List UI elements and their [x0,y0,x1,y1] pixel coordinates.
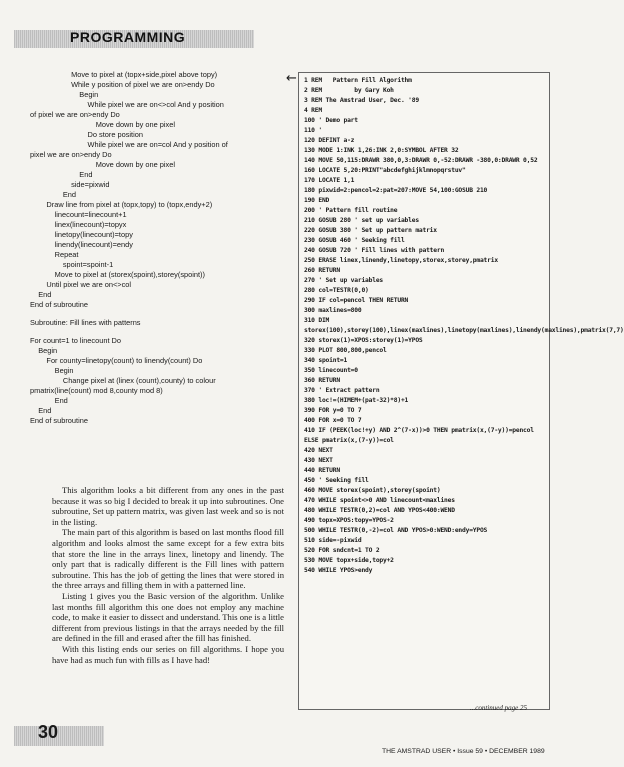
pseudocode-line: linendy(linecount)=endy [30,240,133,249]
pseudocode-line: linecount=linecount+1 [30,210,127,219]
listing-line: 230 GOSUB 460 ' Seeking fill [304,237,405,244]
pseudocode-line: linetopy(linecount)=topy [30,230,133,239]
listing-line: 510 side=-pixwid [304,537,362,544]
listing-line: 270 ' Set up variables [304,277,384,284]
listing-line: 110 ' [304,127,322,134]
listing-line: 390 FOR y=0 TO 7 [304,407,362,414]
listing-line: 490 topx=XPOS:topy=YPOS-2 [304,517,394,524]
pseudocode-line: Until pixel we are on<>col [30,280,132,289]
listing-line: 2 REM by Gary Koh [304,87,394,94]
listing-line: 4 REM [304,107,322,114]
article-paragraph: Listing 1 gives you the Basic version of the algorithm. Unlike last months fill algorithm this one does not employ any machine code, to make it easier to dissect and understand. This one is a little different from previous listings in that the arrays needed by the fill are defined in the fill and erased after the fill has finished. [52,590,284,644]
listing-line: 330 PLOT 800,800,pencol [304,347,387,354]
subroutine-title: Subroutine: Fill lines with patterns [30,318,141,327]
pseudocode-line: pmatrix(line(count) mod 8,county mod 8) [30,386,163,395]
pseudocode-line: Move down by one pixel [30,120,175,129]
pseudocode-line: side=pixwid [30,180,110,189]
listing-line: 190 END [304,197,330,204]
pseudocode-block [30,70,285,310]
listing-line: 340 spoint=1 [304,357,348,364]
pseudocode-line: Repeat [30,250,79,259]
pointing-arrow-icon: ← [286,71,297,86]
listing-line: 400 FOR x=0 TO 7 [304,417,362,424]
listing-line: 410 IF (PEEK(loc!+y) AND 2^(7-x))>0 THEN pmatrix(x,(7-y))=pencol ELSE pmatrix(x,(7-y))=col [304,427,538,444]
footer-text: THE AMSTRAD USER • Issue 59 • DECEMBER 1989 [382,748,545,755]
listing-line: 250 ERASE linex,linendy,linetopy,storex,storey,pmatrix [304,257,498,264]
listing-line: 200 ' Pattern fill routine [304,207,398,214]
listing-line: 180 pixwid=2:pencol=2:pat=207:MOVE 54,100:GOSUB 210 [304,187,488,194]
pseudocode-line: While pixel we are on=col And y position of [30,140,228,149]
pseudocode-line: Change pixel at (linex (count),county) to colour [30,376,216,385]
pseudocode-line: End [30,190,77,199]
pseudocode-line: linex(linecount)=topyx [30,220,127,229]
pseudocode-line: For count=1 to linecount Do [30,336,122,345]
pseudocode-line: Draw line from pixel at (topx,topy) to (topx,endy+2) [30,200,213,209]
pseudocode-line: Move to pixel at (topx+side,pixel above topy) [30,70,218,79]
pseudocode-block [30,336,285,426]
pseudocode-line: pixel we are on>endy Do [30,150,112,159]
listing-line: 310 DIM storex(100),storey(100),linex(maxlines),linetopy(maxlines),linendy(maxlines),pmatrix(7,7) [304,317,624,334]
continued-note: ...continued page 25 [470,704,527,712]
listing-line: 530 MOVE topx+side,topy+2 [304,557,394,564]
listing-line: 160 LOCATE 5,20:PRINT"abcdefghijklmnopqrstuv" [304,167,466,174]
pseudocode-line: Move to pixel at (storex(spoint),storey(spoint)) [30,270,205,279]
listing-line: 1 REM Pattern Fill Algorithm [304,77,412,84]
pseudocode-line: Move down by one pixel [30,160,175,169]
pseudocode-line: While y position of pixel we are on>endy Do [30,80,215,89]
pseudocode-line: of pixel we are on>endy Do [30,110,120,119]
listing-line: 100 ' Demo part [304,117,358,124]
listing-line: 430 NEXT [304,457,333,464]
section-title: PROGRAMMING [70,29,186,45]
listing-line: 350 linecount=0 [304,367,358,374]
pseudocode-line: End of subroutine [30,300,88,309]
listing-line: 420 NEXT [304,447,333,454]
pseudocode-line: Begin [30,90,99,99]
pseudocode-line: Begin [30,346,58,355]
listing-line: 140 MOVE 50,115:DRAWR 380,0,3:DRAWR 0,-52:DRAWR -380,0:DRAWR 0,52 [304,157,538,164]
pseudocode-line: End [30,170,93,179]
pseudocode-line: For county=linetopy(count) to linendy(count) Do [30,356,203,365]
listing-line: 450 ' Seeking fill [304,477,369,484]
pseudocode-line: End of subroutine [30,416,88,425]
listing-line: 500 WHILE TESTR(0,-2)=col AND YPOS>0:WEND:endy=YPOS [304,527,488,534]
listing-line: 470 WHILE spoint<>0 AND linecount<maxlines [304,497,455,504]
pseudocode-line: End [30,406,52,415]
article-paragraph: This algorithm looks a bit different from any ones in the past because it was so big I decided to break it up into subroutines. One subroutine, Set up pattern matrix, was given last week and so is not in the listing. [52,485,284,527]
pseudocode-line: End [30,396,68,405]
listing-line: 130 MODE 1:INK 1,26:INK 2,0:SYMBOL AFTER 32 [304,147,459,154]
listing-line: 120 DEFINT a-z [304,137,355,144]
pseudocode-line: Begin [30,366,74,375]
pseudocode-line: While pixel we are on<>col And y position [30,100,224,109]
listing-line: 290 IF col=pencol THEN RETURN [304,297,409,304]
listing-line: 370 ' Extract pattern [304,387,380,394]
pseudocode-line: spoint=spoint-1 [30,260,114,269]
listing-line: 320 storex(1)=XPOS:storey(1)=YPOS [304,337,423,344]
pseudocode-line: Do store position [30,130,143,139]
page-number: 30 [38,722,59,742]
listing-line: 520 FOR sndcnt=1 TO 2 [304,547,380,554]
listing-line: 3 REM The Amstrad User, Dec. '89 [304,97,419,104]
article-paragraph: With this listing ends our series on fill algorithms. I hope you have had as much fun with fills as I have had! [52,643,284,665]
listing-line: 220 GOSUB 380 ' Set up pattern matrix [304,227,437,234]
basic-listing [304,76,624,576]
article-body [52,485,284,665]
listing-line: 540 WHILE YPOS>endy [304,567,373,574]
listing-line: 240 GOSUB 720 ' Fill lines with pattern [304,247,445,254]
listing-line: 360 RETURN [304,377,340,384]
listing-line: 480 WHILE TESTR(0,2)=col AND YPOS<400:WEND [304,507,455,514]
listing-line: 280 col=TESTR(0,0) [304,287,369,294]
listing-line: 170 LOCATE 1,1 [304,177,355,184]
article-paragraph: The main part of this algorithm is based on last months flood fill algorithm and looks almost the same except for a few extra bits that store the line in the arrays linex, linetopy and linendy. The only part that is radically different is the Fill lines with pattern subroutine. This has the job of getting the lines that were stored in the three arrays and filling them in with a patterned line. [52,527,284,591]
listing-line: 460 MOVE storex(spoint),storey(spoint) [304,487,441,494]
footer-bar [14,726,104,746]
pseudocode-column [30,70,285,426]
listing-line: 210 GOSUB 280 ' set up variables [304,217,419,224]
listing-line: 380 loc!=(HIMEM+(pat-32)*8)+1 [304,397,409,404]
pseudocode-line: End [30,290,52,299]
listing-line: 440 RETURN [304,467,340,474]
listing-line: 260 RETURN [304,267,340,274]
listing-line: 300 maxlines=800 [304,307,362,314]
